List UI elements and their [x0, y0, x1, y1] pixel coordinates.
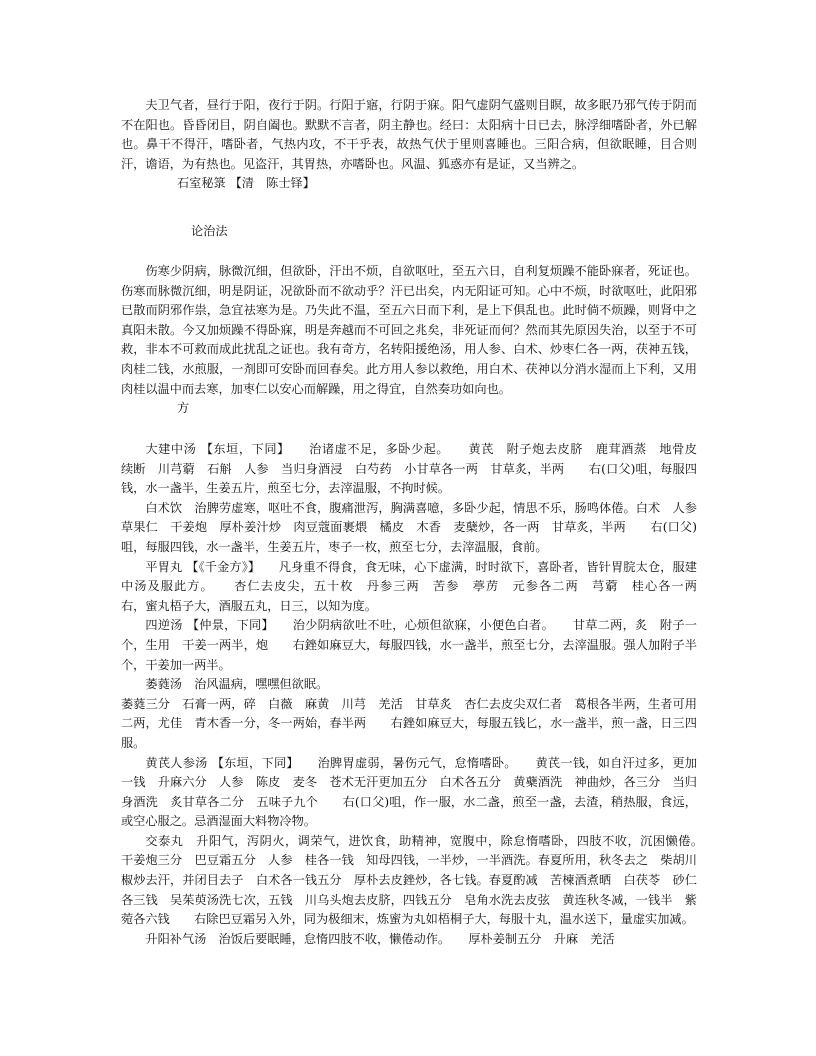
formula-entry-shengyangbuqi: 升阳补气汤 治饭后要眠睡，怠惰四肢不收，懒倦动作。 厚朴姜制五分 升麻 羌活 [145, 931, 615, 946]
formula-entry-baizhuyin: 白术饮 治脾劳虚寒，呕吐不食，腹痛泄泻，胸满喜噫，多卧少起，情思不乐，肠鸣体倦。白术 人参 草果仁 干姜炮 厚朴姜汁炒 肉豆蔻面裹煨 橘皮 木香 麦蘖炒，各一两 甘草炙，半两 右(口父)咀，每服四钱，水一盏半，生姜五片，枣子一枚，煎至七分，去滓温服，食前。 [121, 500, 710, 554]
formula-entry-huangqirenshen: 黄芪人参汤 【东垣，下同】 治脾胃虚弱，暑伤元气，怠惰嗜卧。 黄芪一钱，如自汗过多，更加一钱 升麻六分 人参 陈皮 麦冬 苍术无汗更加五分 白术各五分 黄蘗酒洗 神曲炒，各三分 当归身酒洗 炙甘草各二分 五味子九个 右(口父)咀，作一服，水二盏，煎至一盏，去渣，稍热服，食远，或空心服之。忌酒湿面大料物冷物。 [121, 755, 697, 829]
intro-paragraph: 夫卫气者，昼行于阳，夜行于阴。行阳于寤，行阴于寐。阳气虚阴气盛则目瞑，故多眠乃邪气传于阴而不在阳也。昏昏闭目，阴自阖也。默默不言者，阴主静也。经曰：太阳病十日已去，脉浮细嗜卧者，外已解也。鼻干不得汗，嗜卧者，气热内攻，不干乎表，故热气伏于里则喜睡也。三阳合病，但欲眠睡，目合则汗，谵语，为有热也。见盗汗，其胃热，亦嗜卧也。风温、狐惑亦有是证，又当辨之。 [121, 98, 697, 171]
method-body [121, 262, 697, 419]
formula-entry-pingweiwan: 平胃丸 【《千金方》】 凡身重不得食，食无味，心下虚满，时时欲下，喜卧者，皆针胃脘太仓，服建中汤及服此方。 杏仁去皮尖，五十枚 丹参三两 苦参 葶苈 元参各二两 芎藭 桂心各一两 右，蜜丸梧子大，酒服五丸，日三，以知为度。 [121, 559, 722, 613]
formula-entry-sinitang: 四逆汤 【仲景，下同】 治少阴病欲吐不吐，心烦但欲寐，小便色白者。 甘草二两，炙 附子一个，生用 干姜一两半，炮 右銼如麻豆大，每服四钱，水一盏半，煎至七分，去滓温服。强人加附子半个，干姜加一两半。 [121, 618, 697, 672]
formula-entry-dajianzhong: 大建中汤 【东垣，下同】 治诸虚不足，多卧少起。 黄芪 附子炮去皮脐 鹿茸酒蒸 地骨皮 续断 川芎藭 石斛 人参 当归身酒浸 白芍药 小甘草各一两 甘草炙，半两 右(口父)咀，每服四钱，水一盏半，生姜五片，煎至七分，去滓温服，不拘时候。 [121, 442, 710, 496]
formula-list [121, 440, 722, 949]
source-citation: 石室秘箓 【清 陈士铎】 [177, 176, 315, 191]
formula-entry-jiaotaiwan: 交泰丸 升阳气，泻阴火，调荣气，进饮食，助精神，宽腹中，除怠惰嗜卧，四肢不收，沉困懒倦。 干姜炮三分 巴豆霜五分 人参 桂各一钱 知母四钱，一半炒，一半酒洗。春夏所用，秋冬去之 柴胡川椒炒去汗，并闭目去子 白术各一钱五分 厚朴去皮銼炒，各七钱。春夏酌减 苦楝酒煮晒 白茯苓 砂仁各三钱 吴茱萸汤洗七次，五钱 川乌头炮去皮脐，四钱五分 皂角水洗去皮弦 黄连秋冬减，一钱半 紫菀各六钱 右除巴豆霜另入外，同为极细末，炼蜜为丸如梧桐子大，每服十丸，温水送下，量虚实加减。 [121, 833, 722, 927]
method-section [121, 222, 697, 242]
section-heading-method: 论治法 [191, 224, 228, 238]
method-paragraph: 伤寒少阴病，脉微沉细，但欲卧，汗出不烦，自欲呕吐，至五六日，自利复烦躁不能卧寐者，死证也。伤寒而脉微沉细，明是阴证，况欲卧而不欲动乎？汗已出矣，内无阳证可知。心中不烦，时欲呕吐，此阳邪已散而阴邪作祟，急宜祛寒为是。乃失此不温，至五六日而下利，是上下俱乱也。此时倘不烦躁，则肾中之真阳未散。今又加烦躁不得卧寐，明是奔越而不可回之兆矣，非死证而何？然而其先原因失治，以至于不可救，非本不可救而成此扰乱之证也。我有奇方，名转阳援绝汤，用人参、白术、炒枣仁各一两，茯神五钱，肉桂二钱，水煎服，一剂即可安卧而回春矣。此方用人参以救绝，用白术、茯神以分消水湿而上下利，又用肉桂以温中而去寒，加枣仁以安心而解躁，用之得宜，自然奏功如向也。 [121, 264, 697, 396]
intro-section [121, 96, 697, 194]
formula-entry-weirui-ingredients: 萎蕤三分 石膏一两，碎 白薇 麻黄 川芎 羌活 甘草炙 杏仁去皮尖双仁者 葛根各半两，生者可用二两，尤佳 青木香一分，冬一两始，春半两 右銼如麻豆大，每服五钱匕，水一盏半，煎一盏，日三四服。 [121, 696, 697, 750]
section-heading-formulas: 方 [177, 401, 190, 416]
formula-entry-weiruitang: 萎蕤汤 治风温病，嘿嘿但欲眠。 [145, 677, 329, 692]
